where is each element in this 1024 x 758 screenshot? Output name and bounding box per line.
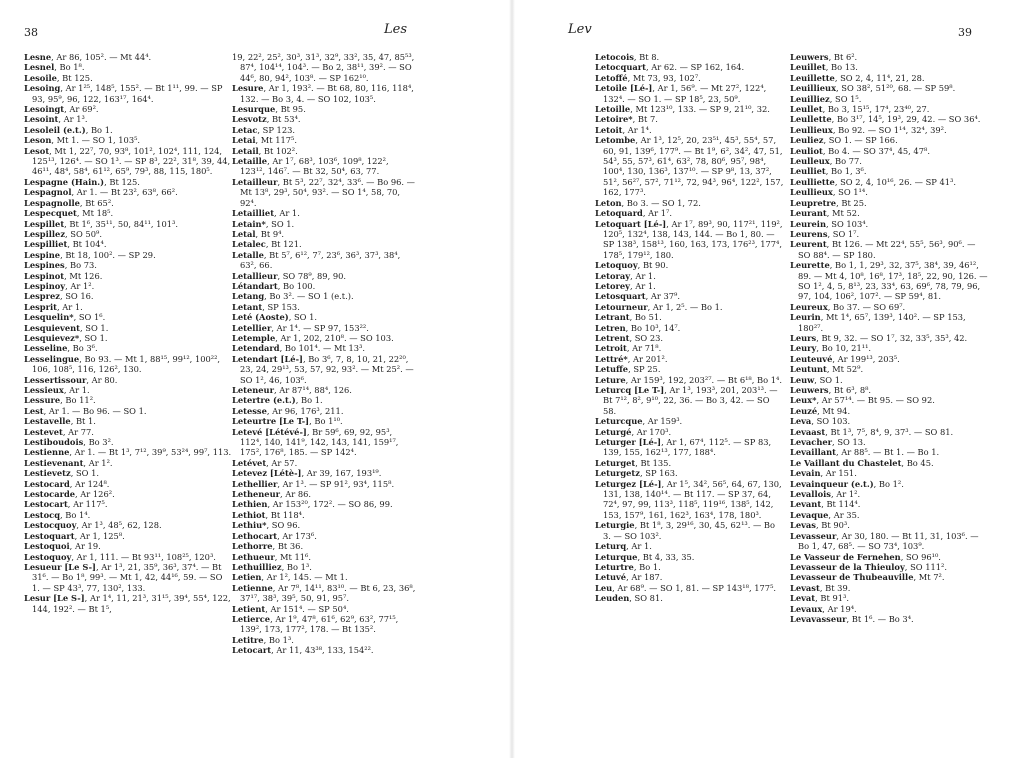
index-entry: Leturque, Bt 4, 33, 35. [595, 551, 695, 562]
index-entry: Levallois, Ar 1². [790, 489, 861, 500]
index-entry: Lethocart, Ar 173⁶. [232, 530, 317, 541]
index-column [232, 52, 416, 656]
index-entry: Levaque, Ar 35. [790, 509, 860, 520]
index-entry: Leva, SO 103. [790, 416, 851, 427]
index-entry: Lespagnolle, Bt 65². [24, 197, 114, 208]
index-entry: Leuliot, Bo 4. — SO 37⁴, 45, 47⁸. [790, 145, 930, 156]
index-entry: Levas, Bt 90³. [790, 520, 850, 531]
index-entry: Levant, Bt 114⁴. [790, 499, 861, 510]
index-entry: Leturget, Bt 135. [595, 457, 672, 468]
index-entry: Lesure, Ar 1, 193². — Bt 68, 80, 116, 118⁴, 132. — Bo 3, 4. — SO 102, 103⁵. [232, 83, 414, 104]
index-entry: Lestocquoy, Ar 1³, 48⁵, 62, 128. [24, 520, 162, 531]
index-entry: Lestocard, Ar 124⁸. [24, 478, 110, 489]
index-entry: Leullet, Bo 3, 15¹⁵, 17⁴, 23⁴⁰, 27. [790, 104, 930, 115]
index-entry: Le Vaillant du Chastelet, Bo 45. [790, 457, 934, 468]
index-entry: Lesnel, Bo 1⁸. [24, 62, 85, 73]
index-entry: Letoire*, Bt 7. [595, 114, 658, 125]
running-head: Les [384, 22, 407, 37]
index-entry: Letocquart, Ar 62. — SP 162, 164. [595, 62, 745, 73]
index-entry: Leteneur, Ar 87¹⁴, 88⁴, 126. [232, 385, 352, 395]
index-entry: Lessieux, Ar 1. [24, 385, 90, 395]
index-entry: Leturgé, Ar 170³. [595, 426, 672, 437]
index-entry: Levat, Bt 91³. [790, 593, 850, 604]
index-entry: Levavasseur, Bt 1⁶. — Bo 3⁴. [790, 613, 914, 624]
index-entry: Lestienne, Ar 1. — Bt 1³, 7¹², 39⁹, 53²⁴, 99⁷, 113. [24, 447, 232, 458]
index-entry: Lethellier, Ar 1³. — SP 91², 93⁴, 115⁸. [232, 478, 395, 489]
index-entry: Letail, Bt 102². [232, 145, 298, 156]
index-entry: Lespine, Bt 18, 100². — SP 29. [24, 249, 156, 260]
index-entry: Leuilliez, SO 1⁵. [790, 93, 862, 104]
index-entry: Letévet, Ar 57. [232, 457, 298, 468]
index-entry: Leson, Mt 1. — SO 1, 103⁵. [24, 135, 141, 146]
index-entry: Letai, Mt 117⁵. [232, 135, 298, 146]
index-entry: Letemple, Ar 1, 202, 210⁸. — SO 103. [232, 332, 394, 343]
index-entry: Leuliez, SO 1. — SP 166. [790, 135, 898, 146]
index-entry: Leturgie, Bt 1⁸, 3, 29¹⁶, 30, 45, 62¹³. — Bo 3. — SO 103². [595, 520, 776, 541]
index-entry: Lethiot, Bt 118⁴. [232, 509, 305, 520]
index-entry: Lesquievent, SO 1. [24, 322, 109, 333]
index-entry: Leulleux, Bo 77. [790, 156, 862, 167]
index-entry: Letren, Bo 10³, 14⁷. [595, 322, 681, 333]
index-entry: Letoquoy, Bt 90. [595, 260, 669, 271]
index-entry: Leuwers, Bt 6². [790, 52, 858, 62]
index-entry: Letien, Ar 1², 145. — Mt 1. [232, 572, 348, 583]
index-entry: Lesquelin*, SO 1⁶. [24, 312, 106, 323]
index-entry: Letheneur, Ar 86. [232, 489, 312, 500]
index-entry: Lesseline, Bo 3⁶. [24, 343, 98, 354]
index-entry: Lesot, Mt 1, 22⁷, 70, 93⁸, 101², 102⁴, 111, 124, 125¹³, 126⁴. — SO 1³. — SP 8³, 22², 31⁸, 39, 44, 46¹¹, 48⁴, 58⁴, 61¹², 65⁹, 79³, 88, 115, 180⁵. [24, 145, 231, 177]
index-entry: Letevé [Létévé-], Br 59⁶, 69, 92, 95³, 112⁴, 140, 141⁹, 142, 143, 141, 159¹⁷, 175², 176⁸, 185. — SP 142⁴. [232, 426, 399, 458]
index-entry: Leuwers, Bt 6³, 8⁸. [790, 385, 872, 395]
page-number: 38 [24, 26, 38, 39]
index-entry: Lesprez, SO 16. [24, 291, 94, 302]
index-entry: Leuillieux, SO 38², 51²⁰, 68. — SP 59⁸. [790, 83, 956, 94]
index-entry: Lestoquart, Ar 1, 125⁸. [24, 530, 125, 541]
index-entry: Leuteuvé, Ar 199¹³, 203⁵. [790, 353, 900, 364]
index-entry: Letient, Ar 151⁴. — SP 50⁴. [232, 603, 349, 614]
index-entry: Lesquievez*, SO 1. [24, 332, 108, 343]
index-entry: Lettré*, Ar 201². [595, 353, 668, 364]
index-entry: Letierce, Ar 1⁹, 47⁸, 61⁶, 62⁹, 63², 77¹⁵, 139², 173, 177², 178. — Bt 135². [232, 613, 399, 635]
index-entry: Lestiboudois, Bo 3². [24, 437, 114, 448]
index-entry: Lethorre, Bt 36. [232, 541, 304, 552]
index-entry: Lesur [Le S-], Ar 1⁴, 11, 21³, 31¹⁵, 39⁴, 55⁴, 122, 144, 192². — Bt 1⁵, [24, 593, 231, 614]
index-entry: Lestocart, Ar 117⁵. [24, 499, 108, 510]
index-entry: Lespilliet, Bt 104⁴. [24, 239, 107, 250]
index-entry: Lesoile, Bt 125. [24, 72, 93, 83]
index-entry: Lespinot, Mt 126. [24, 270, 103, 281]
index-entry: Leuillet, Bo 13. [790, 62, 858, 73]
index-entry: Lestocq, Bo 1⁴. [24, 509, 91, 520]
index-entry: Leturcq [Le T-], Ar 1³, 193³, 201, 203¹³. — Bt 7¹², 8², 9¹⁰, 22, 36. — Bo 3, 42. — SO 58. [595, 385, 778, 416]
index-entry: Letuvé, Ar 187. [595, 572, 663, 583]
index-entry: Leurein, SO 103⁴. [790, 218, 869, 229]
index-entry: Leuw, SO 1. [790, 374, 843, 385]
index-entry: Levaux, Ar 19⁴. [790, 603, 857, 614]
index-entry: Letallieur, SO 78⁹, 89, 90. [232, 270, 347, 281]
index-entry: Letoile [Lé-], Ar 1, 56⁹. — Mt 27², 122⁴, 132⁴. — SO 1. — SP 18⁵, 23, 50⁹. [595, 83, 767, 104]
index-entry: Letoquard, Ar 1⁷. [595, 208, 672, 219]
index-entry: Leturgez [Lé-], Ar 1⁵, 34², 56⁵, 64, 67, 130, 131, 138, 140¹⁴. — Bt 117. — SP 37, 64, 72⁴, 97, 99, 113³, 118⁵, 119¹⁶, 138⁵, 142, 153, 157⁹, 161, 162³, 163⁴, 178, 180³. [595, 478, 782, 520]
index-entry: Levacher, SO 13. [790, 437, 866, 448]
index-entry: Leupretre, Bt 25. [790, 197, 867, 208]
index-entry: Leullieux, SO 1¹⁴. [790, 187, 868, 198]
index-entry: Lestavelle, Bt 1. [24, 416, 96, 427]
index-column [24, 52, 232, 614]
index-entry: Lesoleil (e.t.), Bo 1. [24, 124, 113, 135]
index-entry: Lesurque, Bt 95. [232, 104, 306, 115]
index-entry: Lesne, Ar 86, 105². — Mt 44⁴. [24, 52, 152, 62]
index-entry: Letoquart [Lé-], Ar 1⁷, 89³, 90, 117²¹, 119², 120⁵, 132⁴, 138, 143, 144. — Bo 1, 80. — SP 138³, 158¹³, 160, 163, 173, 176²³, 177⁴, 178⁵, 179¹², 180. [595, 218, 783, 260]
index-entry: Letendard, Bo 101⁴. — Mt 13³. [232, 343, 365, 354]
index-entry: Lestevet, Ar 77. [24, 426, 94, 437]
index-entry: Levain, Ar 151. [790, 468, 857, 479]
index-entry: Leurs, Bt 9, 32. — SO 1⁷, 32, 33⁵, 35³, 42. [790, 332, 968, 343]
index-entry: Letosquart, Ar 37⁹. [595, 291, 680, 302]
index-entry: Letalec, Bt 121. [232, 239, 302, 250]
index-entry: Leton, Bo 3. — SO 1, 72. [595, 197, 701, 208]
index-entry: Letorey, Ar 1. [595, 280, 656, 291]
index-entry: Letienne, Ar 7⁸, 14¹¹, 83¹⁰. — Bt 6, 23, 36⁸, 37¹⁷, 38³, 39⁵, 50, 91, 95⁷. [232, 582, 416, 604]
index-entry: Letoray, Ar 1. [595, 270, 656, 281]
index-entry: Letroit, Ar 71⁸. [595, 343, 662, 354]
index-entry: Letoille, Mt 123¹⁰, 133. — SP 9, 21¹⁰, 32. [595, 104, 770, 115]
index-entry: Lesueur [Le S-], Ar 1³, 21, 35⁹, 36³, 37⁴. — Bt 31⁶. — Bo 1⁸, 99³. — Mt 1, 42, 44¹⁶, 59. — SO 1. — SP 43³, 77, 130², 133. [24, 561, 223, 593]
index-entry: Leureux, Bo 37. — SO 69⁷. [790, 301, 906, 312]
index-entry: Létandart, Bo 100. [232, 280, 316, 291]
index-entry: Levainqueur (e.t.), Bo 1². [790, 478, 904, 489]
index-entry: Lestievenant, Ar 1². [24, 457, 113, 468]
index-entry: Lespecquet, Mt 18⁵. [24, 208, 114, 219]
index-entry: Letrant, Bo 51. [595, 312, 662, 323]
index-entry: Leture, Ar 159³, 192, 203²⁷. — Bt 6¹⁸, Bo 1⁴. [595, 374, 783, 385]
index-entry: Lestievetz, SO 1. [24, 468, 100, 479]
index-entry: Levasseur, Ar 30, 180. — Bt 11, 31, 103⁶. — Bo 1, 47, 68⁵. — SO 73⁴, 103⁹. [790, 530, 979, 552]
index-entry: Letaille, Ar 1⁷, 68³, 103⁶, 109⁸, 122², 123¹², 146⁷. — Bt 32, 50⁴, 63, 77. [232, 156, 389, 177]
index-entry: Lesoint, Ar 1³. [24, 114, 88, 125]
index-entry: Letain*, SO 1. [232, 218, 295, 229]
index-entry: Letocois, Bt 8. [595, 52, 660, 62]
index-entry: Letrent, SO 23. [595, 332, 664, 343]
index-entry: Letevez [Létè-], Ar 39, 167, 193¹⁹. [232, 468, 382, 479]
index-entry: Lethien, Ar 153²⁰, 172². — SO 86, 99. [232, 499, 393, 510]
index-entry: Leulliet, Bo 1, 3⁶. [790, 166, 867, 177]
index-entry: Levasseur de la Thieuloy, SO 111². [790, 561, 947, 572]
index-entry: Letang, Bo 3². — SO 1 (e.t.). [232, 291, 354, 302]
index-entry: Leteurtre [Le T-], Bo 1¹⁰. [232, 416, 343, 427]
index-entry: Leuzé, Mt 94. [790, 405, 851, 416]
index-entry: Lespillet, Bt 1⁶, 35¹¹, 50, 84¹¹, 101³. [24, 218, 178, 229]
index-entry: Letourneur, Ar 1, 2⁵. — Bo 1. [595, 301, 723, 312]
index-entry: Lesprit, Ar 1. [24, 301, 83, 312]
index-entry: Letesse, Ar 96, 176³, 211. [232, 405, 344, 416]
index-entry: Lethuilliez, Bo 1³. [232, 561, 312, 572]
index-entry: Lessure, Bo 11². [24, 395, 96, 406]
index-entry: Letailliet, Ar 1. [232, 208, 300, 219]
index-entry: Leurette, Bo 1, 1, 29³, 32, 37⁵, 38⁴, 39, 46¹², 89. — Mt 4, 10⁸, 16⁸, 17³, 18⁵, 22, 90, 126. — SO 1², 4, 5, 8¹³, 23, 33⁴, 63, 69⁶, 78, 79, 96, 97, 104, 106², 107². — SP 59⁴, 81. [790, 260, 988, 302]
page-number: 39 [958, 26, 972, 39]
index-entry: Le Vasseur de Fernehen, SO 96¹⁰. [790, 551, 941, 562]
index-entry: Leurent, Bt 126. — Mt 22⁴, 55⁵, 56³, 90⁶. — SO 88⁴. — SP 180. [790, 239, 976, 260]
index-entry: Lespagnol, Ar 1. — Bt 23², 63⁸, 66². [24, 187, 178, 198]
index-entry: Letitre, Bo 1³. [232, 634, 294, 645]
index-entry: Leturger [Lé-], Ar 1, 67⁴, 112⁵. — SP 83, 139, 155, 162¹³, 177, 188⁴. [595, 437, 772, 458]
index-entry: Letocart, Ar 11, 43³⁸, 133, 154²². [232, 645, 374, 656]
index-entry: Leu, Ar 68⁹. — SO 1, 81. — SP 143¹⁸, 177⁵. [595, 582, 777, 593]
index-column [595, 52, 785, 604]
index-entry: Letalle, Bt 5⁷, 6¹², 7⁷, 23⁶, 36³, 37³, 38⁴, 63², 66. [232, 249, 401, 271]
index-entry: Letuffe, SP 25. [595, 364, 661, 375]
index-entry: Leuden, SO 81. [595, 593, 663, 604]
index-entry: Leury, Bo 10, 21¹¹. [790, 343, 872, 354]
index-entry: Lesselingue, Bo 93. — Mt 1, 88¹⁵, 99¹², 100²², 106, 108⁵, 116, 126², 130. [24, 353, 221, 375]
index-entry: Letailleur, Bt 5³, 22⁷, 32⁴, 33⁶. — Bo 96. — Mt 13⁸, 29³, 50⁴, 93². — SO 1⁴, 58, 70, 92⁴. [232, 176, 415, 208]
index-entry: Lethiu*, SO 96. [232, 520, 301, 531]
index-entry: Letac, SP 123. [232, 124, 296, 135]
index-entry: Lespagne (Hain.), Bt 125. [24, 176, 140, 187]
running-head: Lev [568, 22, 592, 37]
index-entry: Leurin, Mt 1⁴, 65⁷, 139³, 140². — SP 153, 180²⁷. [790, 312, 966, 333]
index-entry: Leurant, Mt 52. [790, 208, 860, 219]
index-entry: Letoffé, Mt 73, 93, 102⁷. [595, 72, 701, 83]
index-column [790, 52, 990, 624]
index-entry: Leulliette, SO 2, 4, 10¹⁶, 26. — SP 41³. [790, 176, 957, 187]
index-entry: Leutunt, Mt 52⁹. [790, 364, 864, 375]
index-entry: Levaillant, Ar 88⁵. — Bt 1. — Bo 1. [790, 447, 940, 458]
index-entry: Letendart [Lé-], Bo 3⁶, 7, 8, 10, 21, 22²⁰, 23, 24, 29¹³, 53, 57, 92, 93². — Mt 25². — SO 1², 46, 103⁶. [232, 353, 414, 385]
index-entry: Lestoquoi, Ar 19. [24, 541, 101, 552]
index-entry: Leullieux, Bo 92. — SO 1¹⁴, 32⁴, 39². [790, 124, 947, 135]
index-entry: Leturtre, Bo 1. [595, 561, 661, 572]
index-entry: Letombe, Ar 1³, 12⁵, 20, 23⁵¹, 45³, 55⁴, 57, 60, 91, 139⁶, 177⁹. — Bt 1⁹, 6², 34², 47, 51, 54³, 55, 57³, 61⁴, 63², 78, 80⁶, 95⁷, 98⁴, 100⁴, 130, 136³, 137¹⁰. — SP 9⁸, 13, 37², 51², 56²⁷, 57², 71¹², 72, 94³, 96⁴, 122², 157, 162, 177³. [595, 135, 784, 198]
index-entry: Leux*, Ar 57¹⁴. — Bt 95. — SO 92. [790, 395, 935, 406]
index-entry: Lespines, Bo 73. [24, 260, 97, 271]
index-entry: Lessertissour, Ar 80. [24, 374, 118, 385]
index-entry: Leturgetz, SP 163. [595, 468, 678, 479]
index-entry: Letant, SP 153. [232, 301, 300, 312]
index-entry: Letellier, Ar 1⁴. — SP 97, 153²². [232, 322, 369, 333]
index-entry: Leté (Aoste), SO 1. [232, 312, 318, 323]
index-entry: Leturq, Ar 1. [595, 541, 652, 552]
index-entry: Letoit, Ar 1⁴. [595, 124, 652, 135]
index-entry: Lestocarde, Ar 126². [24, 489, 115, 500]
index-entry: Lest, Ar 1. — Bo 96. — SO 1. [24, 405, 147, 416]
index-entry: Levaast, Bt 1³, 7⁵, 8⁴, 9, 37³. — SO 81. [790, 426, 954, 437]
index-entry: Lespillez, SO 50⁹. [24, 228, 102, 239]
index-entry: Lesoing, Ar 1²⁵, 148⁵, 155². — Bt 1¹¹, 99. — SP 93, 95⁹, 96, 122, 163¹⁷, 164⁴. [24, 83, 223, 104]
index-entry: Leurens, SO 1⁷. [790, 228, 860, 239]
index-entry: 19, 22², 25², 30³, 31³, 32⁹, 33², 35, 47, 85⁵³, 87⁴, 104¹⁴, 104³. — Bo 2, 38¹¹, 39². — SO 44⁶, 80, 94², 103⁸. — SP 162¹⁰. [232, 52, 415, 83]
index-entry: Lethueur, Mt 11⁶. [232, 551, 311, 562]
index-entry: Levasseur de Thubeauville, Mt 7². [790, 572, 945, 583]
index-entry: Leuillette, SO 2, 4, 11⁴, 21, 28. [790, 72, 925, 83]
index-entry: Letertre (e.t.), Bo 1. [232, 395, 323, 406]
index-entry: Lespinoy, Ar 1². [24, 280, 95, 291]
index-entry: Leullette, Bo 3¹⁷, 14⁵, 19³, 29, 42. — SO 36⁴. [790, 114, 981, 125]
index-entry: Levast, Bt 39. [790, 582, 851, 593]
index-entry: Leturcque, Ar 159³. [595, 416, 683, 427]
index-entry: Letal, Bt 9⁴. [232, 228, 285, 239]
index-entry: Lesoingt, Ar 69². [24, 104, 99, 115]
index-entry: Lesvotz, Bt 53⁴. [232, 114, 301, 125]
index-entry: Lestoquoy, Ar 1, 111. — Bt 93¹¹, 108²⁵, 120³. [24, 551, 216, 562]
